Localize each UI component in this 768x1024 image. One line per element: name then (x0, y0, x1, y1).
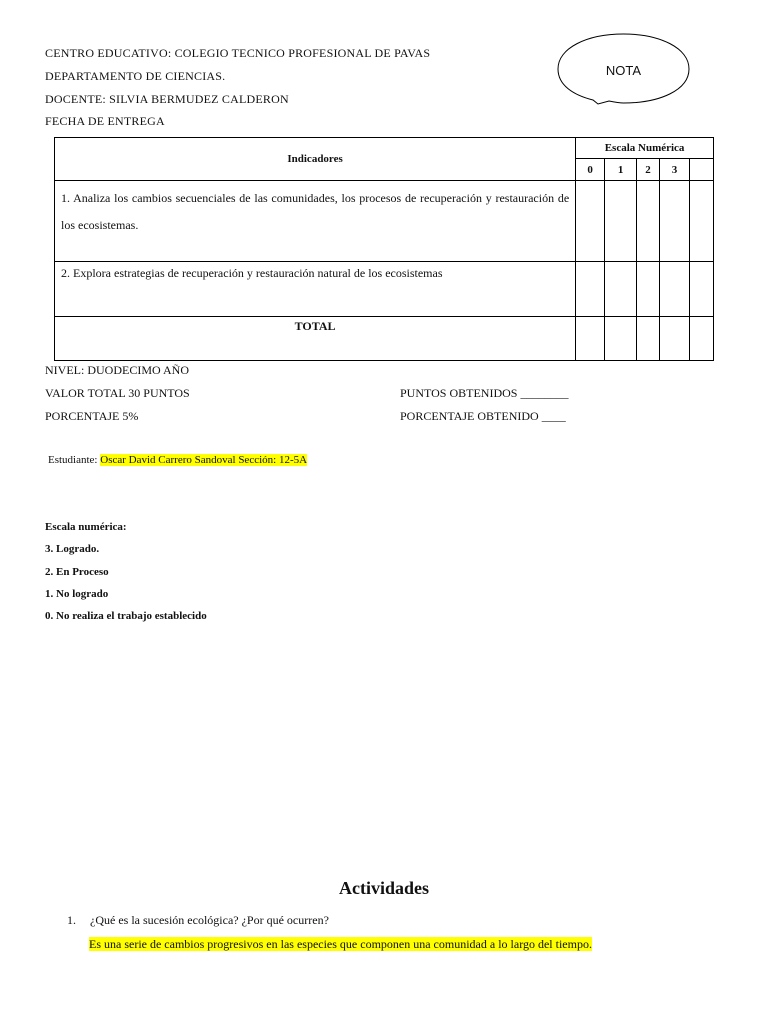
scale-legend-item: 1. No logrado (45, 588, 109, 600)
total-cell[interactable] (660, 317, 690, 361)
total-cell[interactable] (576, 317, 605, 361)
score-cell[interactable] (660, 262, 690, 317)
points-obtained-text: PUNTOS OBTENIDOS ________ (400, 386, 569, 400)
grade-bubble (557, 33, 690, 105)
total-label: TOTAL (55, 317, 576, 361)
rubric-table (54, 137, 714, 361)
question-text: ¿Qué es la sucesión ecológica? ¿Por qué ocurren? (90, 913, 329, 927)
due-date-label: FECHA DE ENTREGA (45, 114, 165, 128)
score-cell[interactable] (689, 262, 713, 317)
score-cell[interactable] (576, 262, 605, 317)
scale-value-0: 0 (576, 159, 605, 181)
activities-title: Actividades (339, 878, 429, 898)
indicator-1-text: 1. Analiza los cambios secuenciales de las comunidades, los procesos de recuperación y restauración de los ecosistemas. (55, 181, 576, 262)
scale-value-1: 1 (605, 159, 637, 181)
student-line (48, 454, 307, 466)
answer-highlight: Es una serie de cambios progresivos en las especies que componen una comunidad a lo largo del tiempo. (89, 937, 592, 951)
level-text: NIVEL: DUODECIMO AÑO (45, 363, 189, 377)
rubric-row (55, 181, 714, 262)
scale-value-2: 2 (637, 159, 660, 181)
scale-legend-item: 2. En Proceso (45, 566, 109, 578)
scale-legend-item: 0. No realiza el trabajo establecido (45, 610, 207, 622)
scale-header: Escala Numérica (576, 138, 714, 159)
indicators-header: Indicadores (55, 138, 576, 181)
score-cell[interactable] (605, 262, 637, 317)
score-cell[interactable] (689, 181, 713, 262)
total-value-text: VALOR TOTAL 30 PUNTOS (45, 386, 190, 400)
score-cell[interactable] (605, 181, 637, 262)
scale-value-3: 3 (660, 159, 690, 181)
teacher-name: DOCENTE: SILVIA BERMUDEZ CALDERON (45, 92, 289, 106)
total-cell[interactable] (689, 317, 713, 361)
scale-legend-item: 3. Logrado. (45, 543, 100, 555)
department-name: DEPARTAMENTO DE CIENCIAS. (45, 69, 226, 83)
total-row (55, 317, 714, 361)
score-cell[interactable] (637, 262, 660, 317)
total-cell[interactable] (637, 317, 660, 361)
school-name: CENTRO EDUCATIVO: COLEGIO TECNICO PROFESIONAL DE PAVAS (45, 46, 431, 60)
score-cell[interactable] (576, 181, 605, 262)
score-cell[interactable] (660, 181, 690, 262)
percentage-obtained-text: PORCENTAJE OBTENIDO ____ (400, 409, 566, 423)
question-number: 1. (67, 913, 76, 927)
indicator-2-text: 2. Explora estrategias de recuperación y restauración natural de los ecosistemas (55, 262, 576, 317)
score-cell[interactable] (637, 181, 660, 262)
total-cell[interactable] (605, 317, 637, 361)
scale-value-empty (689, 159, 713, 181)
student-name: Oscar David Carrero Sandoval Sección: 12-5A (100, 454, 308, 466)
grade-label: NOTA (605, 63, 642, 78)
student-label: Estudiante: (48, 454, 101, 466)
percentage-text: PORCENTAJE 5% (45, 409, 139, 423)
rubric-row (55, 262, 714, 317)
answer-text (89, 937, 592, 952)
scale-legend-title: Escala numérica: (45, 521, 127, 533)
